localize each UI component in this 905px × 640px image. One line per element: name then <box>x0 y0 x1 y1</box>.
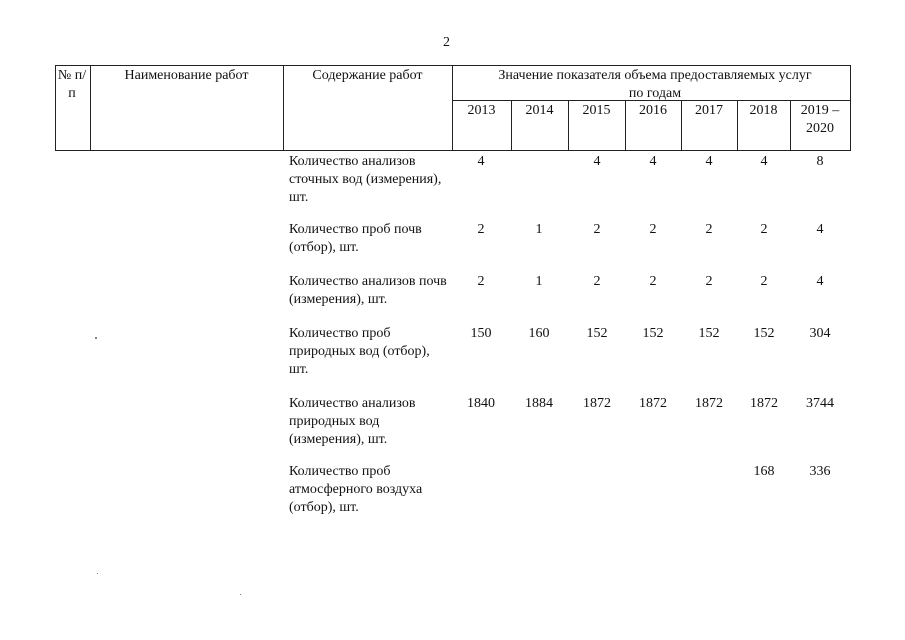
row-value: 1872 <box>695 396 723 411</box>
row-value: 1840 <box>467 396 495 411</box>
header-num: № п/п <box>57 68 87 101</box>
row-value: 152 <box>698 326 720 341</box>
row-label: Количество проб природных вод (отбор), шт. <box>289 326 430 377</box>
row-label: Количество анализов природных вод (измерения), шт. <box>289 396 416 447</box>
year-2014: 2014 <box>525 103 554 118</box>
row-value: 304 <box>809 326 831 341</box>
row-label: Количество анализов сточных вод (измерения), шт. <box>289 154 442 205</box>
header-name: Наименование работ <box>124 68 249 83</box>
row-value: 1872 <box>583 396 611 411</box>
row-value: 4 <box>760 154 768 169</box>
year-2013: 2013 <box>467 103 496 118</box>
row-value: 168 <box>753 464 775 479</box>
row-label: Количество проб почв (отбор), шт. <box>289 222 422 255</box>
row-value: 4 <box>477 154 485 169</box>
row-value: 2 <box>593 222 601 237</box>
row-label: Количество анализов почв (измерения), шт. <box>289 274 447 307</box>
table-top-border <box>55 65 851 66</box>
table-right-border <box>850 65 851 151</box>
row-value: 1884 <box>525 396 553 411</box>
header-content: Содержание работ <box>312 68 423 83</box>
row-value: 1872 <box>750 396 778 411</box>
row-value: 150 <box>470 326 492 341</box>
col-divider-content <box>283 65 284 151</box>
year-2016: 2016 <box>639 103 667 118</box>
col-divider-2019-2020 <box>790 100 791 151</box>
row-value: 2 <box>705 274 713 289</box>
row-value: 2 <box>593 274 601 289</box>
row-value: 2 <box>760 274 768 289</box>
row-value: 1 <box>535 222 543 237</box>
scan-speck <box>240 594 241 595</box>
row-value: 2 <box>477 274 485 289</box>
row-value: 4 <box>816 274 824 289</box>
scan-speck <box>95 337 97 339</box>
row-value: 4 <box>816 222 824 237</box>
row-value: 2 <box>760 222 768 237</box>
row-value: 336 <box>809 464 831 479</box>
col-divider-name <box>90 65 91 151</box>
header-values: Значение показателя объема предоставляемых услуг по годам <box>498 68 812 101</box>
year-2018: 2018 <box>749 103 778 118</box>
row-label: Количество проб атмосферного воздуха (отбор), шт. <box>289 464 423 515</box>
row-value: 3744 <box>806 396 834 411</box>
year-2015: 2015 <box>582 103 611 118</box>
row-value: 2 <box>649 274 657 289</box>
page-number: 2 <box>443 35 450 50</box>
row-value: 4 <box>649 154 657 169</box>
row-value: 160 <box>528 326 550 341</box>
row-value: 4 <box>593 154 601 169</box>
row-value: 2 <box>477 222 485 237</box>
row-value: 2 <box>705 222 713 237</box>
scan-speck <box>97 573 98 574</box>
row-value: 1872 <box>639 396 667 411</box>
year-2017: 2017 <box>695 103 723 118</box>
row-value: 152 <box>586 326 608 341</box>
row-value: 152 <box>753 326 775 341</box>
table-left-border <box>55 65 56 151</box>
row-value: 4 <box>705 154 713 169</box>
row-value: 1 <box>535 274 543 289</box>
year-2019-2020: 2019 – 2020 <box>800 103 840 136</box>
row-value: 152 <box>642 326 664 341</box>
row-value: 2 <box>649 222 657 237</box>
row-value: 8 <box>816 154 824 169</box>
header-bottom-border <box>55 150 851 151</box>
